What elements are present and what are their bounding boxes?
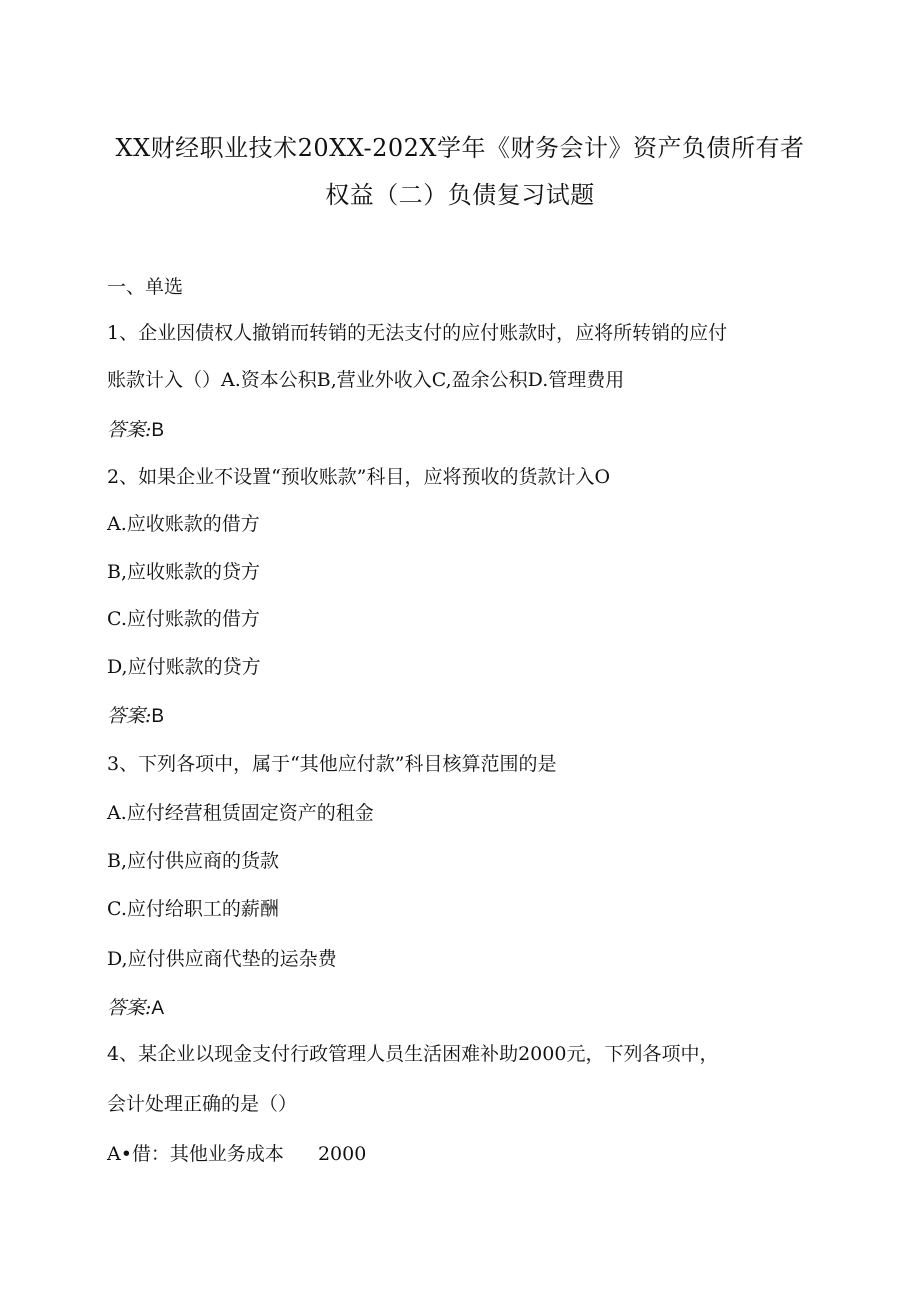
answer-value: B [151, 706, 165, 727]
question-2-option-a: A.应收账款的借方 [107, 513, 260, 535]
question-3-stem: 3、下列各项中，属于“其他应付款”科目核算范围的是 [107, 753, 557, 775]
question-3-answer [107, 997, 164, 1021]
answer-value: A [151, 998, 165, 1019]
question-2-option-c: C.应付账款的借方 [107, 608, 260, 630]
question-4-stem-line-1: 4、某企业以现金支付行政管理人员生活困难补助2000元，下列各项中， [107, 1043, 719, 1065]
question-2-option-d: D,应付账款的贷方 [107, 656, 261, 678]
answer-label: 答案: [107, 419, 152, 441]
answer-value: B [151, 420, 165, 441]
question-3-option-c: C.应付给职工的薪酬 [107, 898, 279, 920]
question-1-answer [107, 419, 164, 443]
answer-label: 答案: [107, 705, 152, 727]
document-title-line-2: 权益（二）负债复习试题 [325, 181, 595, 209]
document-title-line-1: XX财经职业技术20XX-202X学年《财务会计》资产负债所有者 [115, 134, 805, 162]
question-3-option-a: A.应付经营租赁固定资产的租金 [107, 802, 374, 824]
question-3-option-b: B,应付供应商的货款 [107, 850, 280, 872]
question-1-stem-line-1: 1、企业因债权人撤销而转销的无法支付的应付账款时，应将所转销的应付 [107, 322, 728, 344]
question-4-stem-line-2: 会计处理正确的是（） [107, 1093, 298, 1115]
question-2-answer [107, 705, 164, 729]
question-4-option-a-text: A•借：其他业务成本 [107, 1143, 284, 1165]
section-heading: 一、单选 [107, 276, 184, 298]
question-2-stem: 2、如果企业不设置“预收账款”科目，应将预收的货款计入O [107, 466, 611, 488]
question-4-option-a-amount: 2000 [317, 1143, 367, 1165]
question-4-option-a [107, 1143, 366, 1166]
question-3-option-d: D,应付供应商代垫的运杂费 [107, 948, 337, 970]
question-2-option-b: B,应收账款的贷方 [107, 561, 261, 583]
answer-label: 答案: [107, 997, 152, 1019]
question-1-stem-line-2: 账款计入（）A.资本公积B,营业外收入C,盈余公积D.管理费用 [107, 369, 625, 391]
